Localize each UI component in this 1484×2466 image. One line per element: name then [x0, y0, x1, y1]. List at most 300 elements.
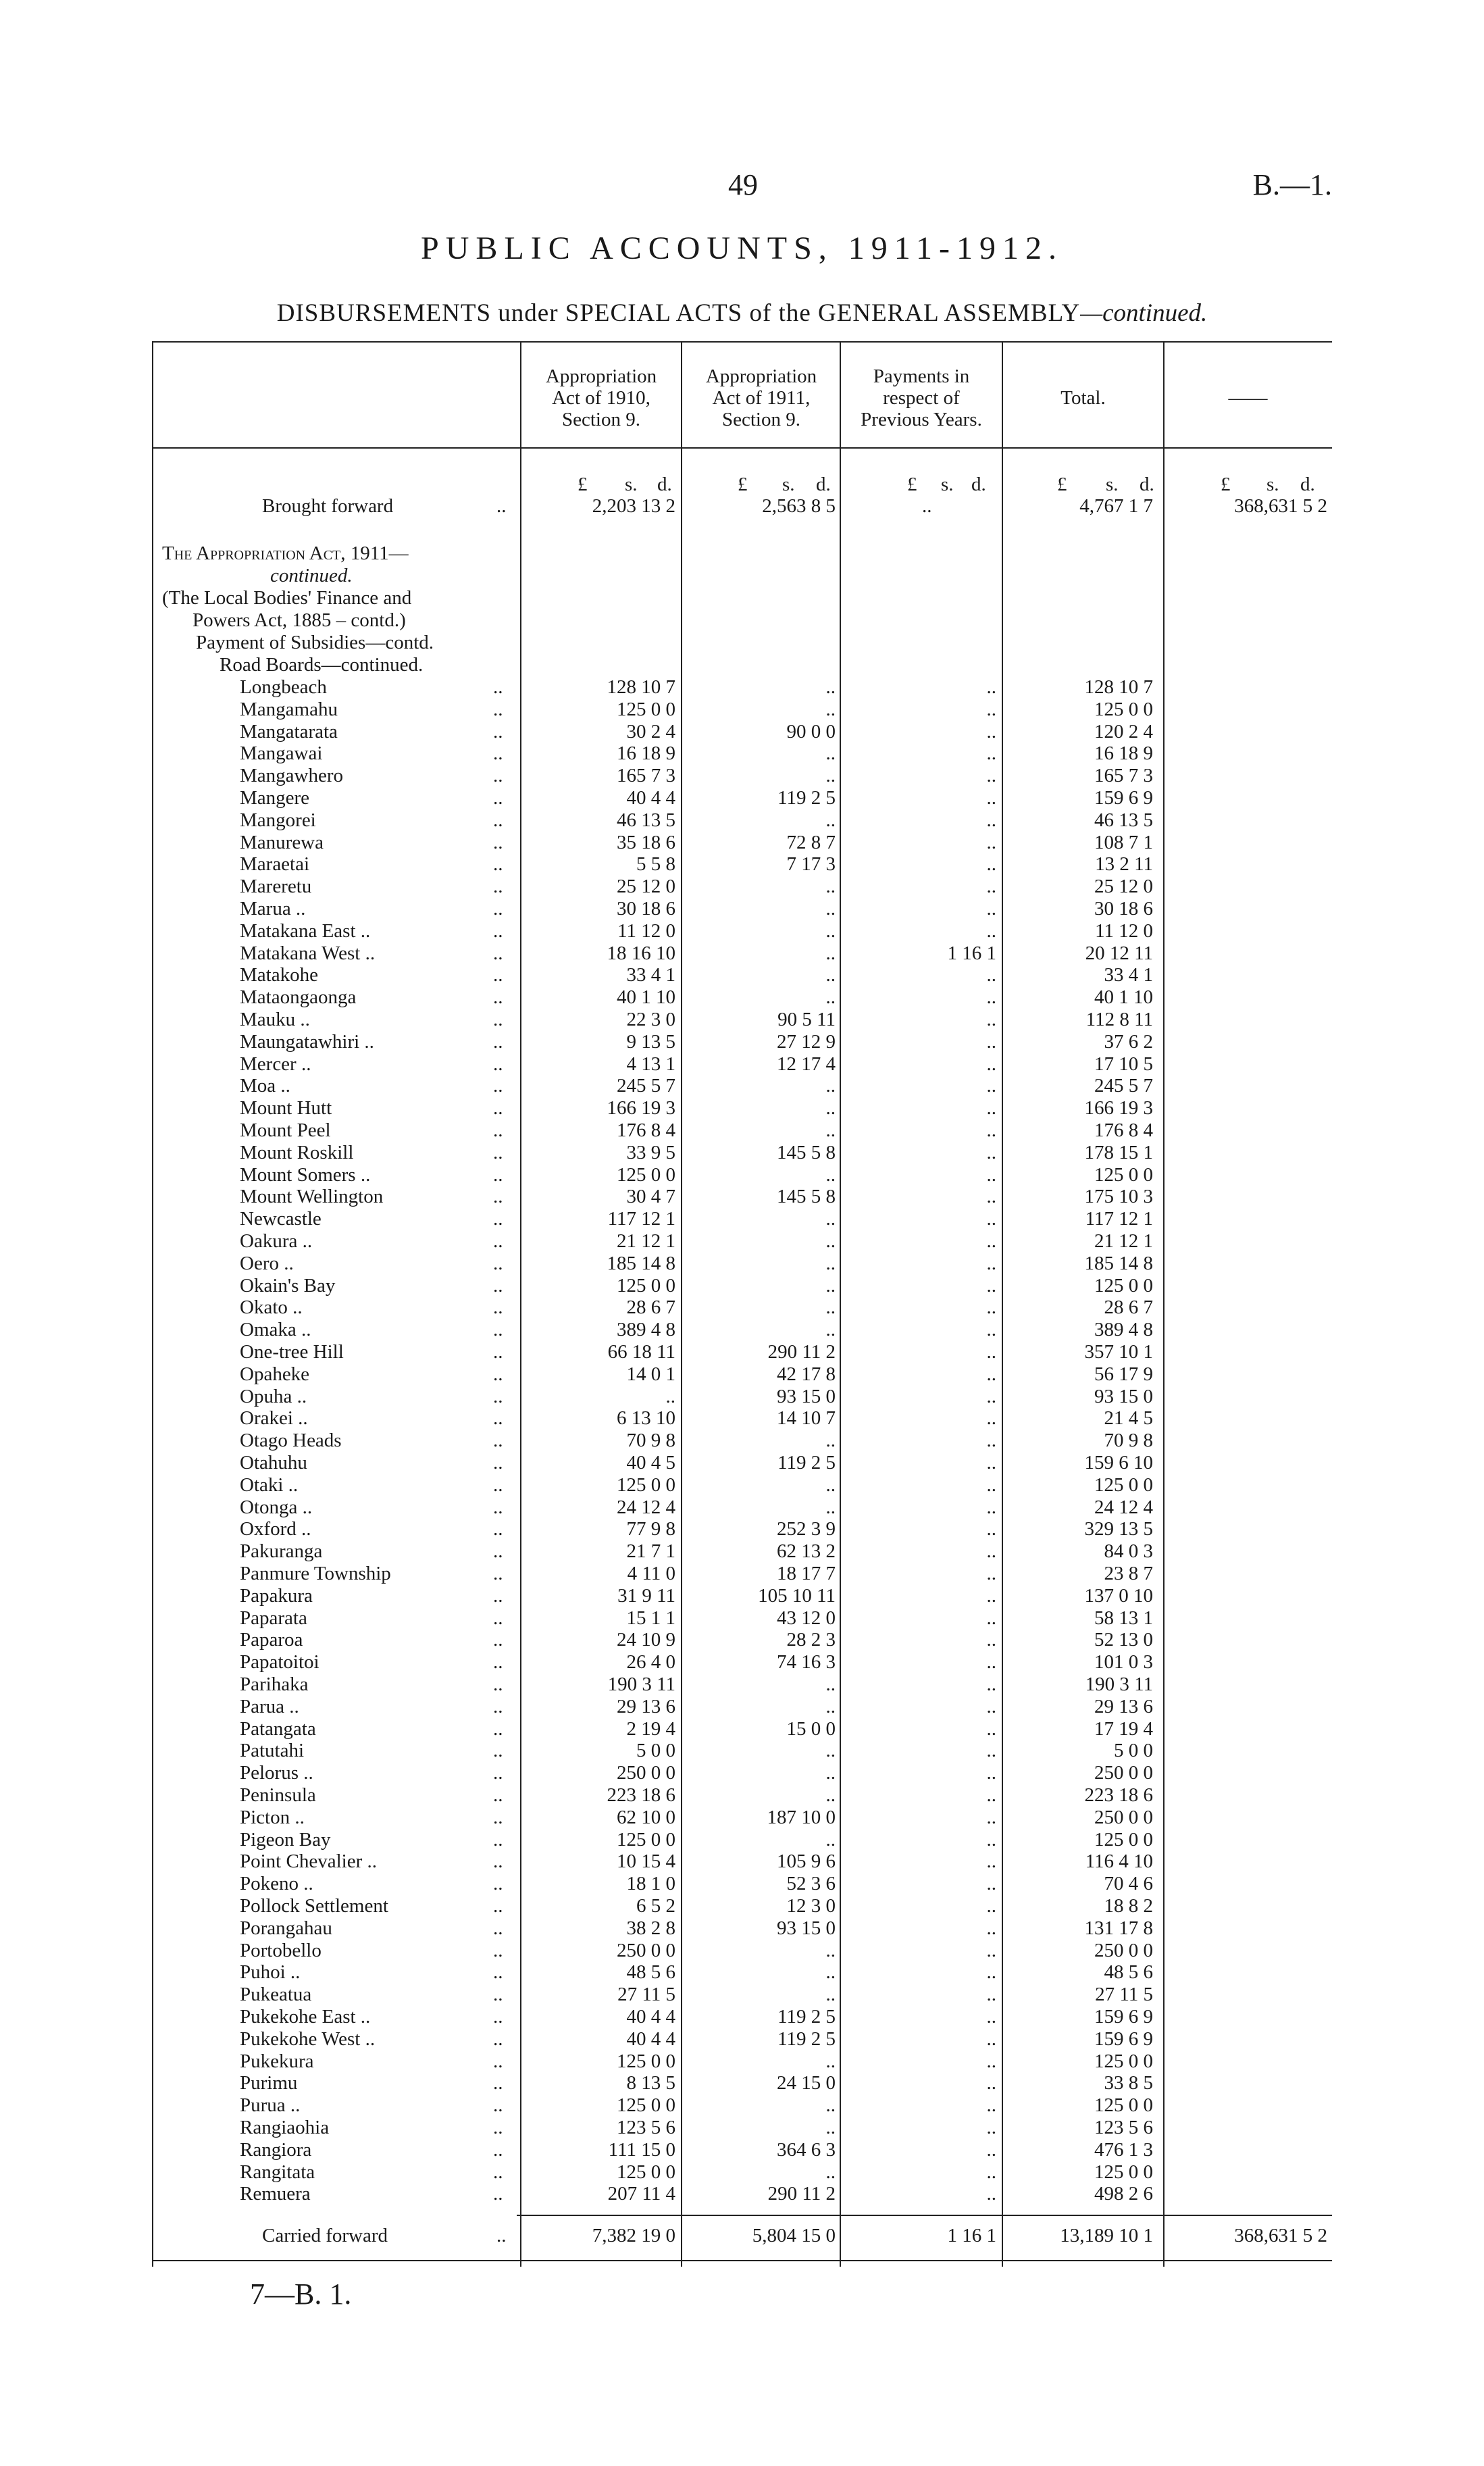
- subtitle-suffix: —continued.: [1080, 299, 1208, 327]
- row-total: 165 7 3: [1094, 765, 1153, 787]
- road-boards-heading: Road Boards—continued.: [220, 654, 424, 676]
- leader-dots: ..: [493, 1540, 503, 1563]
- leader-dots: ..: [493, 2050, 503, 2072]
- row-col2: 145 5 8: [777, 1141, 836, 1163]
- brought-forward-col5: 368,631 5 2: [1234, 495, 1327, 517]
- row-col1: 29 13 6: [617, 1695, 675, 1717]
- row-name: Mount Somers ..: [240, 1163, 371, 1186]
- col1-shilling-unit: s.: [625, 474, 638, 495]
- row-col3: ..: [986, 1274, 996, 1297]
- table-row: [152, 1341, 1332, 1363]
- row-col3: ..: [986, 1762, 996, 1784]
- row-total: 125 0 0: [1094, 1274, 1153, 1297]
- row-name: Panmure Township: [240, 1563, 391, 1584]
- row-col2: 93 15 0: [777, 1385, 836, 1407]
- table-row: [152, 1253, 1332, 1275]
- table-row: [152, 1762, 1332, 1784]
- leader-dots: ..: [493, 920, 503, 942]
- row-total: 40 1 10: [1094, 986, 1153, 1009]
- brought-forward-col2: 2,563 8 5: [762, 495, 836, 517]
- row-col2: ..: [825, 1430, 836, 1452]
- row-col3: ..: [986, 1806, 996, 1828]
- row-name: Papatoitoi: [240, 1651, 319, 1674]
- row-col2: ..: [825, 1230, 836, 1252]
- row-total: 125 0 0: [1094, 2161, 1153, 2183]
- row-col2: ..: [825, 765, 836, 787]
- leader-dots: ..: [493, 1784, 503, 1806]
- col3-pence-unit: d.: [971, 474, 986, 495]
- row-col3: ..: [986, 1651, 996, 1674]
- row-name: Oxford ..: [240, 1518, 311, 1540]
- table-row: [152, 1961, 1332, 1984]
- row-total: 190 3 11: [1085, 1674, 1153, 1695]
- page-subtitle: [0, 299, 1484, 328]
- row-col2: 27 12 9: [777, 1030, 836, 1053]
- document-reference: B.—1.: [1252, 168, 1332, 201]
- table-row: [152, 765, 1332, 787]
- subtitle-text: DISBURSEMENTS under SPECIAL ACTS of the GENERAL ASSEMBLY: [276, 299, 1081, 327]
- row-col3: ..: [986, 2183, 996, 2205]
- leader-dots: ..: [493, 720, 503, 743]
- table-row: [152, 1164, 1332, 1186]
- row-name: Opaheke: [240, 1363, 310, 1385]
- row-col2: ..: [825, 1496, 836, 1518]
- row-col1: 38 2 8: [626, 1917, 675, 1939]
- row-col2: 7 17 3: [786, 853, 836, 876]
- table-row: [152, 2161, 1332, 2184]
- row-name: Mount Hutt: [240, 1097, 332, 1119]
- row-col1: 176 8 4: [617, 1119, 675, 1141]
- row-total: 116 4 10: [1085, 1851, 1153, 1873]
- row-col1: 18 16 10: [607, 942, 675, 964]
- row-name: Pakuranga: [240, 1540, 323, 1563]
- row-col2: ..: [825, 1252, 836, 1274]
- row-col1: 6 13 10: [617, 1407, 675, 1430]
- row-col2: 72 8 7: [786, 831, 836, 853]
- row-col3: ..: [986, 1784, 996, 1806]
- col4-pound-unit: £: [1057, 474, 1067, 495]
- row-name: Porangahau: [240, 1917, 332, 1939]
- row-col2: ..: [825, 676, 836, 698]
- row-name: Mount Wellington: [240, 1186, 384, 1208]
- row-col3: ..: [986, 1030, 996, 1053]
- row-total: 23 8 7: [1104, 1563, 1153, 1584]
- row-col2: ..: [825, 1674, 836, 1695]
- table-row: [152, 2028, 1332, 2050]
- row-name: Mount Peel: [240, 1119, 331, 1141]
- row-total: 250 0 0: [1094, 1806, 1153, 1828]
- row-name: Pokeno ..: [240, 1873, 313, 1895]
- row-col2: ..: [825, 876, 836, 898]
- row-col2: ..: [825, 1740, 836, 1762]
- row-col2: ..: [825, 2050, 836, 2072]
- row-col2: ..: [825, 1984, 836, 2006]
- row-col3: ..: [986, 1474, 996, 1496]
- row-col1: 125 0 0: [617, 2050, 675, 2072]
- row-total: 108 7 1: [1094, 831, 1153, 853]
- row-col1: 6 5 2: [636, 1895, 675, 1917]
- payment-heading: Payment of Subsidies—contd.: [196, 632, 434, 653]
- row-col2: 90 5 11: [777, 1009, 836, 1030]
- row-total: 112 8 11: [1085, 1009, 1153, 1030]
- brought-forward-col1: 2,203 13 2: [592, 495, 675, 517]
- row-col3: ..: [986, 1097, 996, 1119]
- row-col3: ..: [986, 1053, 996, 1075]
- row-name: Otahuhu: [240, 1452, 307, 1474]
- row-col1: 40 4 4: [626, 2028, 675, 2050]
- row-name: Puhoi ..: [240, 1961, 301, 1984]
- row-total: 70 9 8: [1104, 1430, 1153, 1452]
- row-name: Purimu: [240, 2072, 298, 2094]
- table-row: [152, 1629, 1332, 1651]
- row-col1: 40 4 5: [626, 1452, 675, 1474]
- table-row: [152, 986, 1332, 1009]
- row-col3: ..: [986, 743, 996, 765]
- table-row: [152, 1563, 1332, 1585]
- row-col3: ..: [986, 1230, 996, 1252]
- row-col3: ..: [986, 1119, 996, 1141]
- row-name: Pollock Settlement: [240, 1895, 388, 1917]
- row-col3: ..: [986, 1961, 996, 1984]
- row-col2: 12 17 4: [777, 1053, 836, 1075]
- col5-shilling-unit: s.: [1266, 474, 1279, 495]
- row-col3: ..: [986, 2094, 996, 2117]
- row-col1: 125 0 0: [617, 1828, 675, 1851]
- row-total: 125 0 0: [1094, 2050, 1153, 2072]
- row-total: 30 18 6: [1094, 898, 1153, 920]
- row-col2: ..: [825, 1163, 836, 1186]
- row-total: 21 4 5: [1104, 1407, 1153, 1430]
- carried-forward-label: Carried forward: [262, 2225, 388, 2246]
- row-total: 125 0 0: [1094, 698, 1153, 720]
- row-name: Paparoa: [240, 1629, 303, 1651]
- row-col2: ..: [825, 743, 836, 765]
- table-row: [152, 1297, 1332, 1319]
- row-total: 37 6 2: [1104, 1030, 1153, 1053]
- col4-header: Total.: [1060, 387, 1106, 409]
- row-col3: ..: [986, 1851, 996, 1873]
- col5-pound-unit: £: [1221, 474, 1231, 495]
- row-total: 48 5 6: [1104, 1961, 1153, 1984]
- row-col2: 24 15 0: [777, 2072, 836, 2094]
- row-total: 29 13 6: [1094, 1695, 1153, 1717]
- row-name: Portobello: [240, 1939, 322, 1961]
- leader-dots: ..: [493, 1075, 503, 1097]
- row-col1: 24 12 4: [617, 1496, 675, 1518]
- row-col1: 66 18 11: [607, 1341, 675, 1363]
- leader-dots: ..: [493, 1252, 503, 1274]
- row-name: Otaki ..: [240, 1474, 299, 1496]
- table-row: [152, 1075, 1332, 1097]
- table-row: [152, 2117, 1332, 2139]
- row-total: 117 12 1: [1085, 1208, 1153, 1230]
- row-total: 33 8 5: [1104, 2072, 1153, 2094]
- leader-dots: ..: [493, 1407, 503, 1430]
- row-total: 223 18 6: [1084, 1784, 1153, 1806]
- row-name: Okain's Bay: [240, 1274, 336, 1297]
- row-col1: 117 12 1: [607, 1208, 675, 1230]
- col1-pence-unit: d.: [657, 474, 672, 495]
- row-col2: ..: [825, 2161, 836, 2183]
- row-col2: 119 2 5: [777, 2028, 836, 2050]
- table-row: [152, 721, 1332, 743]
- row-total: 16 18 9: [1094, 743, 1153, 765]
- row-col3: ..: [986, 1540, 996, 1563]
- table-row: [152, 1851, 1332, 1873]
- row-col1: 40 4 4: [626, 2006, 675, 2028]
- row-col2: ..: [825, 1961, 836, 1984]
- row-total: 27 11 5: [1095, 1984, 1153, 2006]
- row-name: Moa ..: [240, 1075, 290, 1097]
- leader-dots: ..: [493, 1851, 503, 1873]
- col3-header-line3: Previous Years.: [861, 409, 982, 430]
- leader-dots: ..: [493, 1274, 503, 1297]
- leader-dots: ..: [493, 698, 503, 720]
- table-row: [152, 1718, 1332, 1740]
- row-name: Mangatarata: [240, 720, 338, 743]
- row-col2: ..: [825, 1274, 836, 1297]
- row-col1: 250 0 0: [617, 1939, 675, 1961]
- row-col2: 145 5 8: [777, 1186, 836, 1208]
- leader-dots: ..: [493, 1629, 503, 1651]
- row-name: Oero ..: [240, 1252, 294, 1274]
- table-row: [152, 1407, 1332, 1430]
- row-col3: ..: [986, 1584, 996, 1607]
- leader-dots: ..: [493, 1319, 503, 1341]
- row-total: 123 5 6: [1094, 2117, 1153, 2138]
- row-total: 498 2 6: [1094, 2183, 1153, 2205]
- row-col2: 105 9 6: [777, 1851, 836, 1873]
- leader-dots: ..: [493, 1563, 503, 1584]
- row-name: Mangamahu: [240, 698, 338, 720]
- row-col3: ..: [986, 853, 996, 876]
- table-row: [152, 1496, 1332, 1519]
- row-total: 175 10 3: [1084, 1186, 1153, 1208]
- table-row: [152, 2139, 1332, 2161]
- row-col3: 1 16 1: [947, 942, 996, 964]
- col3-shilling-unit: s.: [941, 474, 954, 495]
- row-col3: ..: [986, 1407, 996, 1430]
- row-name: Mangawai: [240, 743, 323, 765]
- leader-dots: ..: [493, 1385, 503, 1407]
- row-total: 101 0 3: [1094, 1651, 1153, 1674]
- row-name: Mercer ..: [240, 1053, 311, 1075]
- col2-shilling-unit: s.: [782, 474, 795, 495]
- row-col3: ..: [986, 2117, 996, 2138]
- row-col3: ..: [986, 1252, 996, 1274]
- header-bottom-rule: [152, 447, 1332, 449]
- col1-pound-unit: £: [578, 474, 588, 495]
- row-col2: 119 2 5: [777, 1452, 836, 1474]
- row-name: Matakohe: [240, 964, 318, 986]
- row-col3: ..: [986, 1141, 996, 1163]
- brought-forward-col3: ..: [922, 495, 932, 517]
- row-col3: ..: [986, 676, 996, 698]
- row-name: Mangorei: [240, 809, 316, 831]
- row-col1: 77 9 8: [626, 1518, 675, 1540]
- table-top-rule: [152, 341, 1332, 343]
- row-total: 46 13 5: [1094, 809, 1153, 831]
- row-name: Patangata: [240, 1717, 316, 1740]
- row-col1: 125 0 0: [617, 2094, 675, 2117]
- row-name: Otonga ..: [240, 1496, 313, 1518]
- row-total: 128 10 7: [1084, 676, 1153, 698]
- row-col3: ..: [986, 1674, 996, 1695]
- totals-rule: [517, 2215, 1332, 2216]
- row-col3: ..: [986, 1075, 996, 1097]
- row-name: Rangiora: [240, 2138, 312, 2161]
- leader-dots: ..: [493, 1452, 503, 1474]
- row-col3: ..: [986, 1695, 996, 1717]
- table-row: [152, 1142, 1332, 1164]
- table-row: [152, 1674, 1332, 1696]
- table-row: [152, 1430, 1332, 1452]
- table-row: [152, 1829, 1332, 1851]
- row-col3: ..: [986, 1208, 996, 1230]
- row-total: 329 13 5: [1084, 1518, 1153, 1540]
- row-col1: 48 5 6: [626, 1961, 675, 1984]
- leader-dots: ..: [493, 2138, 503, 2161]
- table-row: [152, 1009, 1332, 1031]
- row-col1: 11 12 0: [617, 920, 675, 942]
- row-total: 5 0 0: [1114, 1740, 1153, 1762]
- row-col1: 223 18 6: [607, 1784, 675, 1806]
- row-col1: 22 3 0: [626, 1009, 675, 1030]
- row-col3: ..: [986, 1186, 996, 1208]
- col4-pence-unit: d.: [1140, 474, 1154, 495]
- row-col1: 125 0 0: [617, 1274, 675, 1297]
- leader-dots: ..: [493, 1828, 503, 1851]
- row-col1: 27 11 5: [617, 1984, 675, 2006]
- leader-dots: ..: [493, 1430, 503, 1452]
- row-col1: 4 13 1: [626, 1053, 675, 1075]
- leader-dots: ..: [493, 876, 503, 898]
- leader-dots: ..: [493, 1961, 503, 1984]
- row-col3: ..: [986, 1563, 996, 1584]
- row-col1: 16 18 9: [617, 743, 675, 765]
- leader-dots: ..: [493, 1895, 503, 1917]
- row-col1: 111 15 0: [608, 2138, 675, 2161]
- leader-dots: ..: [493, 1186, 503, 1208]
- row-col1: 21 12 1: [617, 1230, 675, 1252]
- leader-dots: ..: [493, 1917, 503, 1939]
- row-col3: ..: [986, 1629, 996, 1651]
- row-total: 84 0 3: [1104, 1540, 1153, 1563]
- leader-dots: ..: [493, 831, 503, 853]
- brought-forward-row: [152, 495, 1332, 518]
- col5-header: ——: [1228, 387, 1268, 409]
- row-total: 120 2 4: [1094, 720, 1153, 743]
- row-col2: 74 16 3: [777, 1651, 836, 1674]
- row-col3: ..: [986, 1607, 996, 1629]
- table-row: [152, 1452, 1332, 1474]
- table-row: [152, 1208, 1332, 1230]
- row-col1: 10 15 4: [617, 1851, 675, 1873]
- row-col2: 93 15 0: [777, 1917, 836, 1939]
- leader-dots: ..: [496, 2225, 507, 2246]
- row-col3: ..: [986, 831, 996, 853]
- table-row: [152, 1386, 1332, 1408]
- row-col1: 35 18 6: [617, 831, 675, 853]
- row-name: Orakei ..: [240, 1407, 308, 1430]
- row-col2: ..: [825, 1075, 836, 1097]
- row-total: 159 6 9: [1094, 787, 1153, 809]
- row-col1: 25 12 0: [617, 876, 675, 898]
- row-col3: ..: [986, 1984, 996, 2006]
- leader-dots: ..: [493, 1297, 503, 1319]
- row-name: Maungatawhiri ..: [240, 1030, 374, 1053]
- row-total: 13 2 11: [1095, 853, 1153, 876]
- row-name: Mareretu: [240, 876, 312, 898]
- row-col1: 26 4 0: [626, 1651, 675, 1674]
- row-total: 125 0 0: [1094, 1474, 1153, 1496]
- row-col3: ..: [986, 1518, 996, 1540]
- leader-dots: ..: [493, 1674, 503, 1695]
- row-col2: ..: [825, 809, 836, 831]
- row-name: Okato ..: [240, 1297, 303, 1319]
- table-row: [152, 2183, 1332, 2205]
- table-row: [152, 1784, 1332, 1807]
- table-row: [152, 1097, 1332, 1119]
- row-col1: 2 19 4: [626, 1717, 675, 1740]
- row-name: Oakura ..: [240, 1230, 313, 1252]
- row-name: Mangere: [240, 787, 310, 809]
- table-row: [152, 1053, 1332, 1076]
- row-col3: ..: [986, 765, 996, 787]
- row-col1: 14 0 1: [626, 1363, 675, 1385]
- leader-dots: ..: [493, 986, 503, 1009]
- row-col3: ..: [986, 1895, 996, 1917]
- row-name: Pukekohe West ..: [240, 2028, 376, 2050]
- row-col3: ..: [986, 1009, 996, 1030]
- leader-dots: ..: [493, 1119, 503, 1141]
- leader-dots: ..: [493, 1474, 503, 1496]
- col2-pound-unit: £: [738, 474, 748, 495]
- leader-dots: ..: [493, 765, 503, 787]
- local-bodies-line2: Powers Act, 1885 – contd.): [193, 609, 406, 631]
- table-row: [152, 1275, 1332, 1297]
- row-col2: ..: [825, 2117, 836, 2138]
- row-name: Pigeon Bay: [240, 1828, 331, 1851]
- row-name: Longbeach: [240, 676, 327, 698]
- leader-dots: ..: [493, 2006, 503, 2028]
- leader-dots: ..: [493, 1607, 503, 1629]
- row-col3: ..: [986, 876, 996, 898]
- row-total: 137 0 10: [1084, 1584, 1153, 1607]
- col3-header-line2: respect of: [883, 387, 960, 409]
- row-name: Manurewa: [240, 831, 324, 853]
- row-name: Patutahi: [240, 1740, 305, 1762]
- act-continued: continued.: [270, 565, 353, 586]
- row-col3: ..: [986, 787, 996, 809]
- row-total: 159 6 9: [1094, 2006, 1153, 2028]
- row-total: 25 12 0: [1094, 876, 1153, 898]
- row-name: One-tree Hill: [240, 1341, 344, 1363]
- row-name: Matakana East ..: [240, 920, 371, 942]
- row-col1: 5 5 8: [636, 853, 675, 876]
- row-total: 17 19 4: [1094, 1717, 1153, 1740]
- row-col1: 62 10 0: [617, 1806, 675, 1828]
- page-title: PUBLIC ACCOUNTS, 1911-1912.: [421, 230, 1063, 266]
- carried-forward-col2: 5,804 15 0: [752, 2225, 836, 2246]
- row-col1: 31 9 11: [617, 1584, 675, 1607]
- table-row: [152, 1518, 1332, 1540]
- row-col1: 70 9 8: [626, 1430, 675, 1452]
- row-col2: 15 0 0: [786, 1717, 836, 1740]
- row-name: Rangiaohia: [240, 2117, 330, 2138]
- row-col2: 52 3 6: [786, 1873, 836, 1895]
- col1-header: [523, 366, 679, 430]
